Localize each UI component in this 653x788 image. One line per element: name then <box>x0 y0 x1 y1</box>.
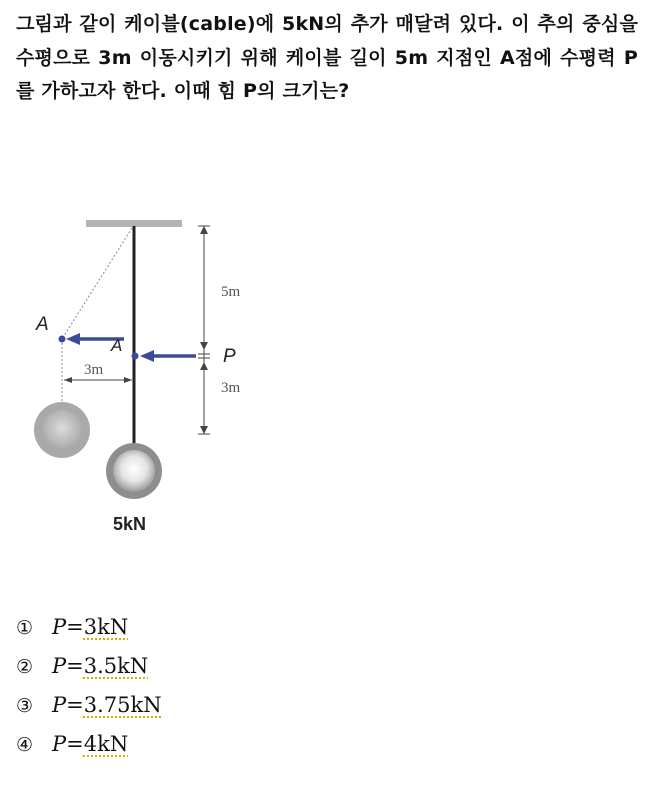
choice-equals: = <box>66 615 84 639</box>
ceiling-support <box>86 220 182 227</box>
choice-equals: = <box>66 732 84 756</box>
point-a-displaced <box>59 336 66 343</box>
choice-equals: = <box>66 693 84 717</box>
dim-lower-label: 3m <box>221 380 241 396</box>
dim-horizontal-label: 3m <box>84 362 104 378</box>
choice-variable: P <box>52 732 67 756</box>
choice-3[interactable] <box>16 686 162 725</box>
weight-label: 5kN <box>113 514 147 534</box>
choice-value: 3.75kN <box>83 693 162 717</box>
figure <box>14 194 280 534</box>
displaced-cable-upper <box>62 228 132 339</box>
choice-number: ① <box>16 617 34 639</box>
point-a-cable <box>132 353 139 360</box>
answer-choices <box>16 608 162 764</box>
choice-number: ③ <box>16 695 34 717</box>
choice-2[interactable] <box>16 647 162 686</box>
choice-value: 3kN <box>83 615 129 639</box>
choice-value: 3.5kN <box>83 654 149 678</box>
label-a-cable: A <box>111 336 123 355</box>
choice-value: 4kN <box>83 732 129 756</box>
dim-upper-label: 5m <box>221 284 241 300</box>
choice-4[interactable] <box>16 725 162 764</box>
pendulum-diagram <box>14 194 280 534</box>
choice-equals: = <box>66 654 84 678</box>
choice-number: ② <box>16 656 34 678</box>
question-text: 그림과 같이 케이블(cable)에 5kN의 추가 매달려 있다. 이 추의 중심을 수평으로 3m 이동시키기 위해 케이블 길이 5m 지점인 A점에 수평력 P를 가하고자 한다. 이때 힘 P의 크기는? <box>16 13 638 102</box>
choice-number: ④ <box>16 734 34 756</box>
label-p: P <box>223 346 236 367</box>
choice-variable: P <box>52 615 67 639</box>
choice-variable: P <box>52 654 67 678</box>
choice-variable: P <box>52 693 67 717</box>
choice-1[interactable] <box>16 608 162 647</box>
label-a-left: A <box>36 314 49 335</box>
